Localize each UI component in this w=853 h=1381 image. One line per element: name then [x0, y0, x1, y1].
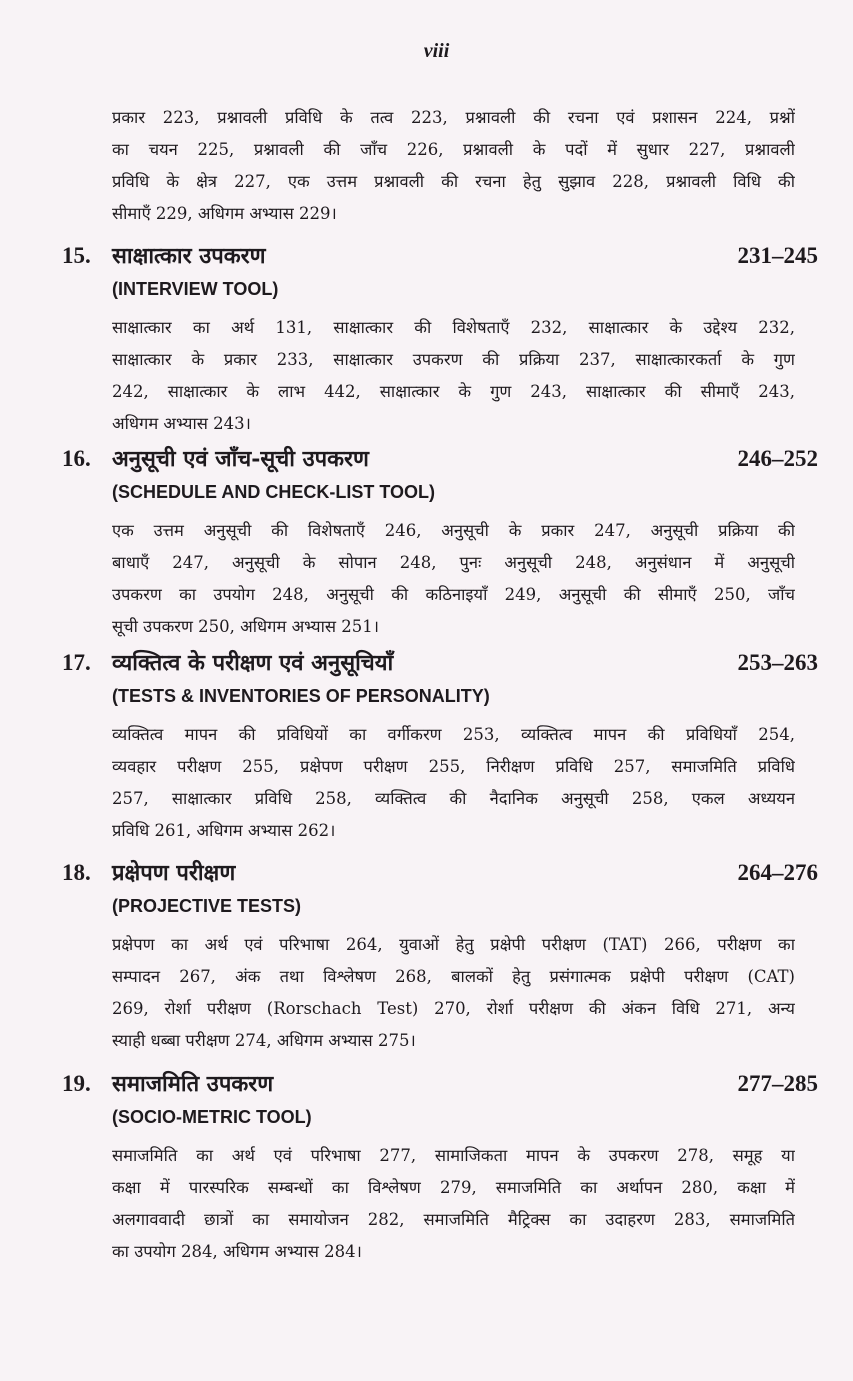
text-line: स्याही धब्बा परीक्षण 274, अधिगम अभ्यास 275।	[112, 1031, 416, 1050]
chapter-contents	[112, 1140, 795, 1268]
text-line: अधिगम अभ्यास 243।	[112, 414, 251, 433]
text-line: बाधाएँ 247, अनुसूची के सोपान 248, पुनः अनुसूची 248, अनुसंधान में अनुसूची	[112, 553, 795, 572]
chapter-heading	[62, 443, 818, 477]
text-line: प्रविधि के क्षेत्र 227, एक उत्तम प्रश्नावली की रचना हेतु सुझाव 228, प्रश्नावली विधि की	[112, 172, 795, 191]
chapter-english-title: (TESTS & INVENTORIES OF PERSONALITY)	[112, 686, 490, 706]
text-line: प्रविधि 261, अधिगम अभ्यास 262।	[112, 821, 336, 840]
text-line: कक्षा में पारस्परिक सम्बन्धों का विश्लेषण 279, समाजमिति का अर्थापन 280, कक्षा में	[112, 1178, 795, 1197]
text-line: व्यक्तित्व मापन की प्रविधियों का वर्गीकरण 253, व्यक्तित्व मापन की प्रविधियाँ 254,	[112, 725, 795, 744]
text-line: साक्षात्कार के प्रकार 233, साक्षात्कार उपकरण की प्रक्रिया 237, साक्षात्कारकर्ता के गुण	[112, 350, 795, 369]
chapter-page-range: 246–252	[737, 446, 818, 471]
text-line: प्रक्षेपण का अर्थ एवं परिभाषा 264, युवाओं हेतु प्रक्षेपी परीक्षण (TAT) 266, परीक्षण का	[112, 935, 795, 954]
chapter-contents	[112, 515, 795, 643]
text-line: उपकरण का उपयोग 248, अनुसूची की कठिनाइयाँ 249, अनुसूची की सीमाएँ 250, जाँच	[112, 585, 795, 604]
chapter-heading	[62, 1068, 818, 1102]
chapter-page-range: 264–276	[737, 860, 818, 885]
chapter-english-title: (SCHEDULE AND CHECK-LIST TOOL)	[112, 482, 435, 502]
text-line: का चयन 225, प्रश्नावली की जाँच 226, प्रश्नावली के पदों में सुधार 227, प्रश्नावली	[112, 140, 795, 159]
chapter-english-title: (SOCIO-METRIC TOOL)	[112, 1107, 312, 1127]
chapter-heading	[62, 240, 818, 274]
chapter-entry	[62, 647, 818, 847]
chapter-page-range: 277–285	[737, 1071, 818, 1096]
text-line: अलगाववादी छात्रों का समायोजन 282, समाजमिति मैट्रिक्स का उदाहरण 283, समाजमिति	[112, 1210, 795, 1229]
text-line: का उपयोग 284, अधिगम अभ्यास 284।	[112, 1242, 362, 1261]
chapter-title: व्यक्तित्व के परीक्षण एवं अनुसूचियाँ	[112, 650, 394, 676]
text-line: एक उत्तम अनुसूची की विशेषताएँ 246, अनुसूची के प्रकार 247, अनुसूची प्रक्रिया की	[112, 521, 795, 540]
text-line: सूची उपकरण 250, अधिगम अभ्यास 251।	[112, 617, 380, 636]
chapter-contents	[112, 929, 795, 1057]
chapter-number: 18.	[62, 860, 91, 885]
chapter-number: 15.	[62, 243, 91, 268]
chapter-title: अनुसूची एवं जाँच-सूची उपकरण	[112, 446, 369, 472]
chapter-page-range: 231–245	[737, 243, 818, 268]
text-line: सीमाएँ 229, अधिगम अभ्यास 229।	[112, 204, 337, 223]
text-line: 242, साक्षात्कार के लाभ 442, साक्षात्कार के गुण 243, साक्षात्कार की सीमाएँ 243,	[112, 382, 795, 401]
chapter-entry	[62, 443, 818, 643]
text-line: व्यवहार परीक्षण 255, प्रक्षेपण परीक्षण 255, निरीक्षण प्रविधि 257, समाजमिति प्रविधि	[112, 757, 795, 776]
intro-continuation	[62, 102, 818, 230]
text-line: सम्पादन 267, अंक तथा विश्लेषण 268, बालकों हेतु प्रसंगात्मक प्रक्षेपी परीक्षण (CAT)	[112, 967, 795, 986]
chapter-english-title: (PROJECTIVE TESTS)	[112, 896, 302, 916]
chapter-contents	[112, 312, 795, 440]
chapter-title: समाजमिति उपकरण	[112, 1071, 274, 1097]
text-line: 257, साक्षात्कार प्रविधि 258, व्यक्तित्व की नैदानिक अनुसूची 258, एकल अध्ययन	[112, 789, 795, 808]
text-line: प्रकार 223, प्रश्नावली प्रविधि के तत्व 223, प्रश्नावली की रचना एवं प्रशासन 224, प्रश्नों	[112, 108, 795, 127]
chapter-title: प्रक्षेपण परीक्षण	[112, 860, 236, 886]
chapter-english-title: (INTERVIEW TOOL)	[112, 279, 279, 299]
text-line: समाजमिति का अर्थ एवं परिभाषा 277, सामाजिकता मापन के उपकरण 278, समूह या	[112, 1146, 795, 1165]
text-line: साक्षात्कार का अर्थ 131, साक्षात्कार की विशेषताएँ 232, साक्षात्कार के उद्देश्य 232,	[112, 318, 795, 337]
chapter-number: 19.	[62, 1071, 91, 1096]
page-number: viii	[423, 40, 450, 62]
chapter-contents	[112, 719, 795, 847]
chapter-heading	[62, 857, 818, 891]
intro-paragraph	[112, 102, 795, 230]
chapter-heading	[62, 647, 818, 681]
chapter-number: 16.	[62, 446, 91, 471]
chapter-page-range: 253–263	[737, 650, 818, 675]
chapter-entry	[62, 240, 818, 440]
text-line: 269, रोर्शा परीक्षण (Rorschach Test) 270, रोर्शा परीक्षण की अंकन विधि 271, अन्य	[112, 999, 795, 1018]
chapter-entry	[62, 857, 818, 1057]
chapter-entry	[62, 1068, 818, 1268]
chapter-title: साक्षात्कार उपकरण	[112, 243, 266, 269]
chapter-number: 17.	[62, 650, 91, 675]
